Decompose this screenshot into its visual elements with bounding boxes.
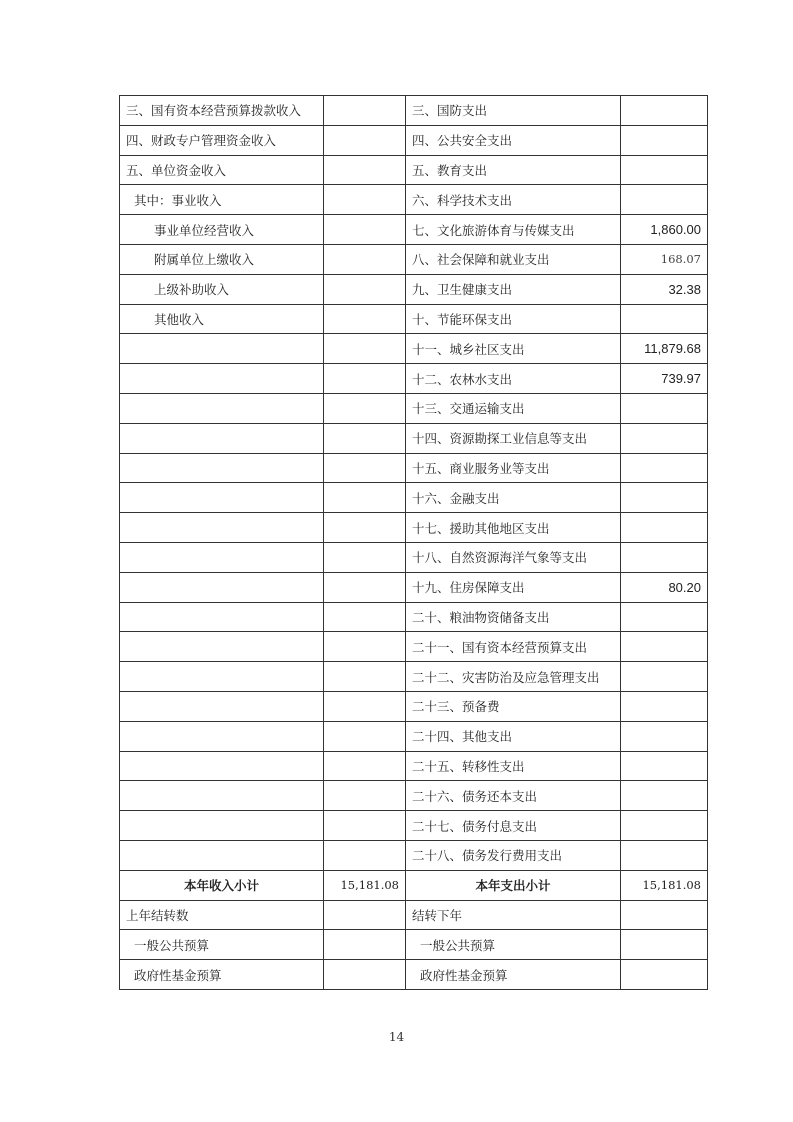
table-row [120,781,708,811]
income-amount-cell [324,215,406,245]
income-label-cell: 三、国有资本经营预算拨款收入 [120,96,324,126]
expense-amount-cell [621,393,708,423]
table-row [120,453,708,483]
income-label-cell: 事业单位经营收入 [120,215,324,245]
income-label-cell: 其中：事业收入 [120,185,324,215]
income-amount-cell [324,244,406,274]
expense-amount-cell: 80.20 [621,572,708,602]
table-row [120,215,708,245]
table-row [120,930,708,960]
expense-amount-cell [621,304,708,334]
expense-label-cell: 结转下年 [406,900,621,930]
income-amount-cell [324,781,406,811]
expense-amount-cell [621,542,708,572]
income-amount-cell [324,602,406,632]
expense-amount-cell [621,960,708,990]
expense-label-cell: 二十六、债务还本支出 [406,781,621,811]
expense-amount-cell [621,811,708,841]
expense-label-cell: 十四、资源勘探工业信息等支出 [406,423,621,453]
expense-label-cell: 十六、金融支出 [406,483,621,513]
expense-label-cell: 六、科学技术支出 [406,185,621,215]
expense-label-cell: 三、国防支出 [406,96,621,126]
expense-amount-cell [621,662,708,692]
expense-label-cell: 四、公共安全支出 [406,125,621,155]
expense-amount-cell [621,513,708,543]
income-amount-cell [324,960,406,990]
expense-amount-cell [621,930,708,960]
expense-label-cell: 十五、商业服务业等支出 [406,453,621,483]
expense-amount-cell: 168.07 [621,244,708,274]
expense-label-cell: 二十、粮油物资储备支出 [406,602,621,632]
expense-amount-cell [621,721,708,751]
expense-amount-cell [621,840,708,870]
income-label-cell [120,751,324,781]
expense-label-cell: 二十二、灾害防治及应急管理支出 [406,662,621,692]
income-label-cell: 四、财政专户管理资金收入 [120,125,324,155]
income-label-cell [120,632,324,662]
table-row [120,751,708,781]
table-row [120,304,708,334]
expense-label-cell: 十、节能环保支出 [406,304,621,334]
income-label-cell [120,423,324,453]
expense-label-cell: 政府性基金预算 [406,960,621,990]
expense-amount-cell [621,453,708,483]
expense-amount-cell [621,155,708,185]
table-row [120,572,708,602]
income-label-cell [120,513,324,543]
table-row [120,840,708,870]
income-label-cell: 五、单位资金收入 [120,155,324,185]
table-row [120,244,708,274]
income-label-cell: 附属单位上缴收入 [120,244,324,274]
expense-label-cell: 九、卫生健康支出 [406,274,621,304]
income-amount-cell [324,513,406,543]
expense-amount-cell [621,96,708,126]
expense-amount-cell: 32.38 [621,274,708,304]
expense-amount-cell [621,691,708,721]
income-subtotal-amount: 15,181.08 [324,870,406,900]
income-label-cell [120,840,324,870]
table-row [120,632,708,662]
expense-amount-cell [621,125,708,155]
expense-label-cell: 二十四、其他支出 [406,721,621,751]
table-body [120,96,708,990]
table-row [120,542,708,572]
income-label-cell [120,662,324,692]
table-row [120,125,708,155]
table-row [120,721,708,751]
expense-amount-cell [621,602,708,632]
table-row [120,274,708,304]
income-amount-cell [324,900,406,930]
expense-subtotal-label: 本年支出小计 [406,870,621,900]
income-label-cell [120,483,324,513]
income-label-cell: 上年结转数 [120,900,324,930]
income-label-cell [120,572,324,602]
expense-label-cell: 十三、交通运输支出 [406,393,621,423]
income-label-cell [120,721,324,751]
income-label-cell [120,781,324,811]
income-amount-cell [324,691,406,721]
income-amount-cell [324,811,406,841]
table-row [120,960,708,990]
subtotal-row [120,870,708,900]
page-number: 14 [388,1030,405,1044]
income-amount-cell [324,721,406,751]
income-amount-cell [324,274,406,304]
expense-amount-cell: 11,879.68 [621,334,708,364]
income-label-cell [120,453,324,483]
income-label-cell [120,602,324,632]
expense-amount-cell [621,751,708,781]
budget-table [119,95,708,990]
income-label-cell [120,334,324,364]
income-amount-cell [324,662,406,692]
income-amount-cell [324,572,406,602]
table-row [120,811,708,841]
expense-label-cell: 十一、城乡社区支出 [406,334,621,364]
expense-label-cell: 十七、援助其他地区支出 [406,513,621,543]
expense-label-cell: 二十五、转移性支出 [406,751,621,781]
expense-amount-cell [621,900,708,930]
expense-amount-cell [621,423,708,453]
income-amount-cell [324,632,406,662]
income-subtotal-label: 本年收入小计 [120,870,324,900]
table-row [120,155,708,185]
income-label-cell: 上级补助收入 [120,274,324,304]
expense-amount-cell [621,781,708,811]
expense-subtotal-amount: 15,181.08 [621,870,708,900]
expense-label-cell: 十二、农林水支出 [406,364,621,394]
income-amount-cell [324,364,406,394]
expense-label-cell: 一般公共预算 [406,930,621,960]
income-label-cell: 一般公共预算 [120,930,324,960]
expense-label-cell: 二十三、预备费 [406,691,621,721]
income-label-cell: 其他收入 [120,304,324,334]
income-label-cell [120,811,324,841]
income-amount-cell [324,453,406,483]
income-amount-cell [324,304,406,334]
expense-label-cell: 二十七、债务付息支出 [406,811,621,841]
income-amount-cell [324,542,406,572]
income-amount-cell [324,393,406,423]
table-row [120,423,708,453]
expense-label-cell: 八、社会保障和就业支出 [406,244,621,274]
expense-amount-cell [621,483,708,513]
expense-label-cell: 七、文化旅游体育与传媒支出 [406,215,621,245]
income-label-cell [120,393,324,423]
income-amount-cell [324,125,406,155]
expense-amount-cell: 1,860.00 [621,215,708,245]
expense-label-cell: 十八、自然资源海洋气象等支出 [406,542,621,572]
table-row [120,364,708,394]
table-row [120,334,708,364]
income-amount-cell [324,840,406,870]
income-amount-cell [324,423,406,453]
income-amount-cell [324,155,406,185]
table-row [120,900,708,930]
expense-label-cell: 二十八、债务发行费用支出 [406,840,621,870]
expense-label-cell: 五、教育支出 [406,155,621,185]
table-row [120,513,708,543]
table-row [120,393,708,423]
table-row [120,483,708,513]
income-label-cell [120,542,324,572]
expense-label-cell: 二十一、国有资本经营预算支出 [406,632,621,662]
expense-amount-cell [621,632,708,662]
income-label-cell [120,691,324,721]
expense-amount-cell: 739.97 [621,364,708,394]
table-row [120,662,708,692]
expense-label-cell: 十九、住房保障支出 [406,572,621,602]
table-row [120,602,708,632]
income-amount-cell [324,334,406,364]
income-amount-cell [324,930,406,960]
table-row [120,691,708,721]
income-label-cell [120,364,324,394]
table-row [120,96,708,126]
income-amount-cell [324,751,406,781]
income-amount-cell [324,96,406,126]
expense-amount-cell [621,185,708,215]
income-label-cell: 政府性基金预算 [120,960,324,990]
income-amount-cell [324,185,406,215]
table-row [120,185,708,215]
income-amount-cell [324,483,406,513]
